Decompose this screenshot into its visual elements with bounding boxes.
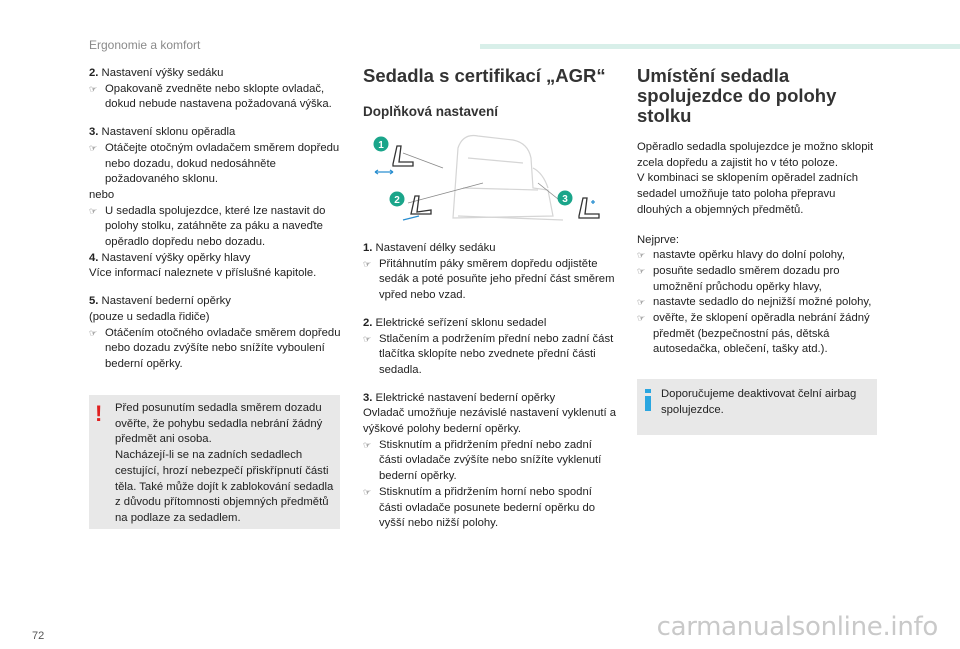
section-subtitle: Doplňková nastavení — [363, 104, 499, 119]
section-header: Ergonomie a komfort — [89, 38, 201, 52]
column-1 — [89, 66, 341, 379]
page-number: 72 — [32, 630, 45, 642]
callout-1 — [374, 137, 389, 152]
watermark: carmanualsonline.info — [656, 612, 938, 642]
item-text: Více informací naleznete v příslušné kapitole. — [89, 267, 317, 280]
section-seat-length — [363, 241, 618, 304]
bullet-icon: ☞ — [637, 250, 646, 261]
bullet-text: Stisknutím a přidržením přední nebo zadní části ovladače zvýšíte nebo snížíte vyklenutí bederní opěrky. — [379, 438, 602, 483]
warning-box — [89, 395, 340, 529]
section-backrest — [89, 125, 341, 282]
bullet-text: nastavte opěrku hlavy do dolní polohy, — [653, 249, 845, 262]
section-seat-height — [89, 66, 341, 113]
callout-label-3: 3 — [562, 194, 568, 205]
bullet-icon: ☞ — [637, 313, 646, 324]
info-icon — [645, 389, 651, 411]
steps-intro: Nejprve: — [637, 233, 680, 246]
bullet-icon: ☞ — [89, 205, 98, 216]
header-accent-bar — [480, 44, 960, 49]
column-2 — [363, 66, 618, 120]
seat-illustration — [453, 136, 563, 221]
item-title: Elektrické nastavení bederní opěrky — [372, 391, 556, 404]
bullet-text: Přitáhnutím páky směrem dopředu odjistěte sedák a poté posuňte jeho přední část směrem vpřed nebo vzad. — [379, 257, 615, 302]
paragraph: V kombinaci se sklopením opěradel zadních sedadel umožňuje tato poloha přepravu dlouhých a objemných předmětů. — [637, 172, 859, 216]
warning-text-2: Nacházejí-li se na zadních sedadlech cestující, hrozí nebezpečí přiskřípnutí části těla. Také může dojít k zablokování sedadla z důvodu přítomnosti objemných předmětů na podlaze za sedadlem. — [115, 449, 334, 524]
bullet-text: ověřte, že sklopení opěradla nebrání žádný předmět (bezpečnostní pás, dětská autosedačka, oblečení, tašky atd.). — [653, 312, 870, 356]
callout-2 — [390, 192, 405, 207]
bullet-text: Opakovaně zvedněte nebo sklopte ovladač, dokud nebude nastavena požadovaná výška. — [105, 82, 332, 111]
item-title: Nastavení výšky sedáku — [98, 67, 224, 79]
item-number: 4. — [89, 251, 99, 264]
section-electric-tilt — [363, 316, 618, 379]
or-text: nebo — [89, 188, 115, 201]
item-subtext: (pouze u sedadla řidiče) — [89, 310, 210, 323]
warning-text — [115, 401, 335, 527]
item-title: Elektrické seřízení sklonu sedadel — [372, 316, 547, 329]
bullet-icon: ☞ — [363, 333, 372, 344]
steps — [637, 233, 877, 359]
bullet-text: posuňte sedadlo směrem dozadu pro umožnění průchodu opěrky hlavy, — [653, 264, 840, 293]
bullet-icon: ☞ — [89, 142, 98, 153]
item-title: Nastavení bederní opěrky — [98, 295, 231, 308]
bullet-icon: ☞ — [637, 265, 646, 276]
item-title: Nastavení délky sedáku — [372, 242, 496, 254]
bullet-icon: ☞ — [89, 83, 98, 94]
column-2-text — [363, 241, 618, 538]
item-text: Ovladač umožňuje nezávislé nastavení vyklenutí a výškové polohy bederní opěrky. — [363, 407, 617, 436]
item-number: 3. — [363, 391, 373, 404]
item-number: 2. — [89, 67, 99, 79]
section-title: Sedadla s certifikací „AGR“ — [363, 65, 606, 86]
section-lumbar — [89, 294, 341, 373]
item-title: Nastavení sklonu opěradla — [98, 126, 236, 139]
item-number: 1. — [363, 242, 373, 254]
intro — [637, 140, 877, 219]
item-number: 2. — [363, 316, 373, 329]
bullet-icon: ☞ — [89, 327, 98, 338]
paragraph: Opěradlo sedadla spolujezdce je možno sklopit zcela dopředu a zajistit ho v této poloze. — [637, 141, 874, 169]
section-electric-lumbar — [363, 391, 618, 532]
bullet-icon: ☞ — [637, 297, 646, 308]
bullet-text: Stlačením a podržením přední nebo zadní část tlačítka sklopíte nebo zvednete přední části sedadla. — [379, 332, 614, 376]
info-box — [637, 379, 877, 435]
bullet-text: Otáčejte otočným ovladačem směrem dopředu nebo dozadu, dokud nedosáhněte požadovaného sklonu. — [105, 141, 340, 186]
bullet-icon: ☞ — [363, 439, 372, 450]
warning-icon: ! — [95, 401, 103, 426]
item-title: Nastavení výšky opěrky hlavy — [98, 251, 251, 264]
bullet-text: nastavte sedadlo do nejnižší možné polohy, — [653, 296, 872, 309]
section-title: Umístění sedadla spolujezdce do polohy stolku — [637, 65, 837, 126]
lumbar-icon — [579, 198, 599, 218]
callout-lines — [403, 153, 563, 203]
bullet-icon: ☞ — [363, 258, 372, 269]
warning-text-1: Před posunutím sedadla směrem dozadu ověřte, že pohybu sedadla nebrání žádný předmět ani osoba. — [115, 402, 323, 446]
item-number: 3. — [89, 126, 99, 139]
callout-label-1: 1 — [378, 140, 384, 151]
bullet-icon: ☞ — [363, 486, 372, 497]
seat-adjustment-figure — [363, 128, 618, 233]
callout-label-2: 2 — [394, 195, 400, 206]
bullet-text: U sedadla spolujezdce, které lze nastavit do polohy stolku, zatáhněte za páku a naveďte opěradlo dopředu nebo dozadu. — [105, 204, 326, 249]
bullet-text: Stisknutím a přidržením horní nebo spodní části ovladače posunete bederní opěrku do vyšší nebo nižší polohy. — [379, 485, 596, 530]
seat-tilt-icon — [403, 196, 431, 220]
callout-3 — [558, 191, 573, 206]
bullet-text: Otáčením otočného ovladače směrem dopředu nebo dozadu zvýšíte nebo snížíte vyboulení bederní opěrky. — [105, 326, 341, 370]
info-text: Doporučujeme deaktivovat čelní airbag spolujezdce. — [661, 388, 857, 416]
column-3 — [637, 66, 877, 358]
item-number: 5. — [89, 295, 99, 308]
